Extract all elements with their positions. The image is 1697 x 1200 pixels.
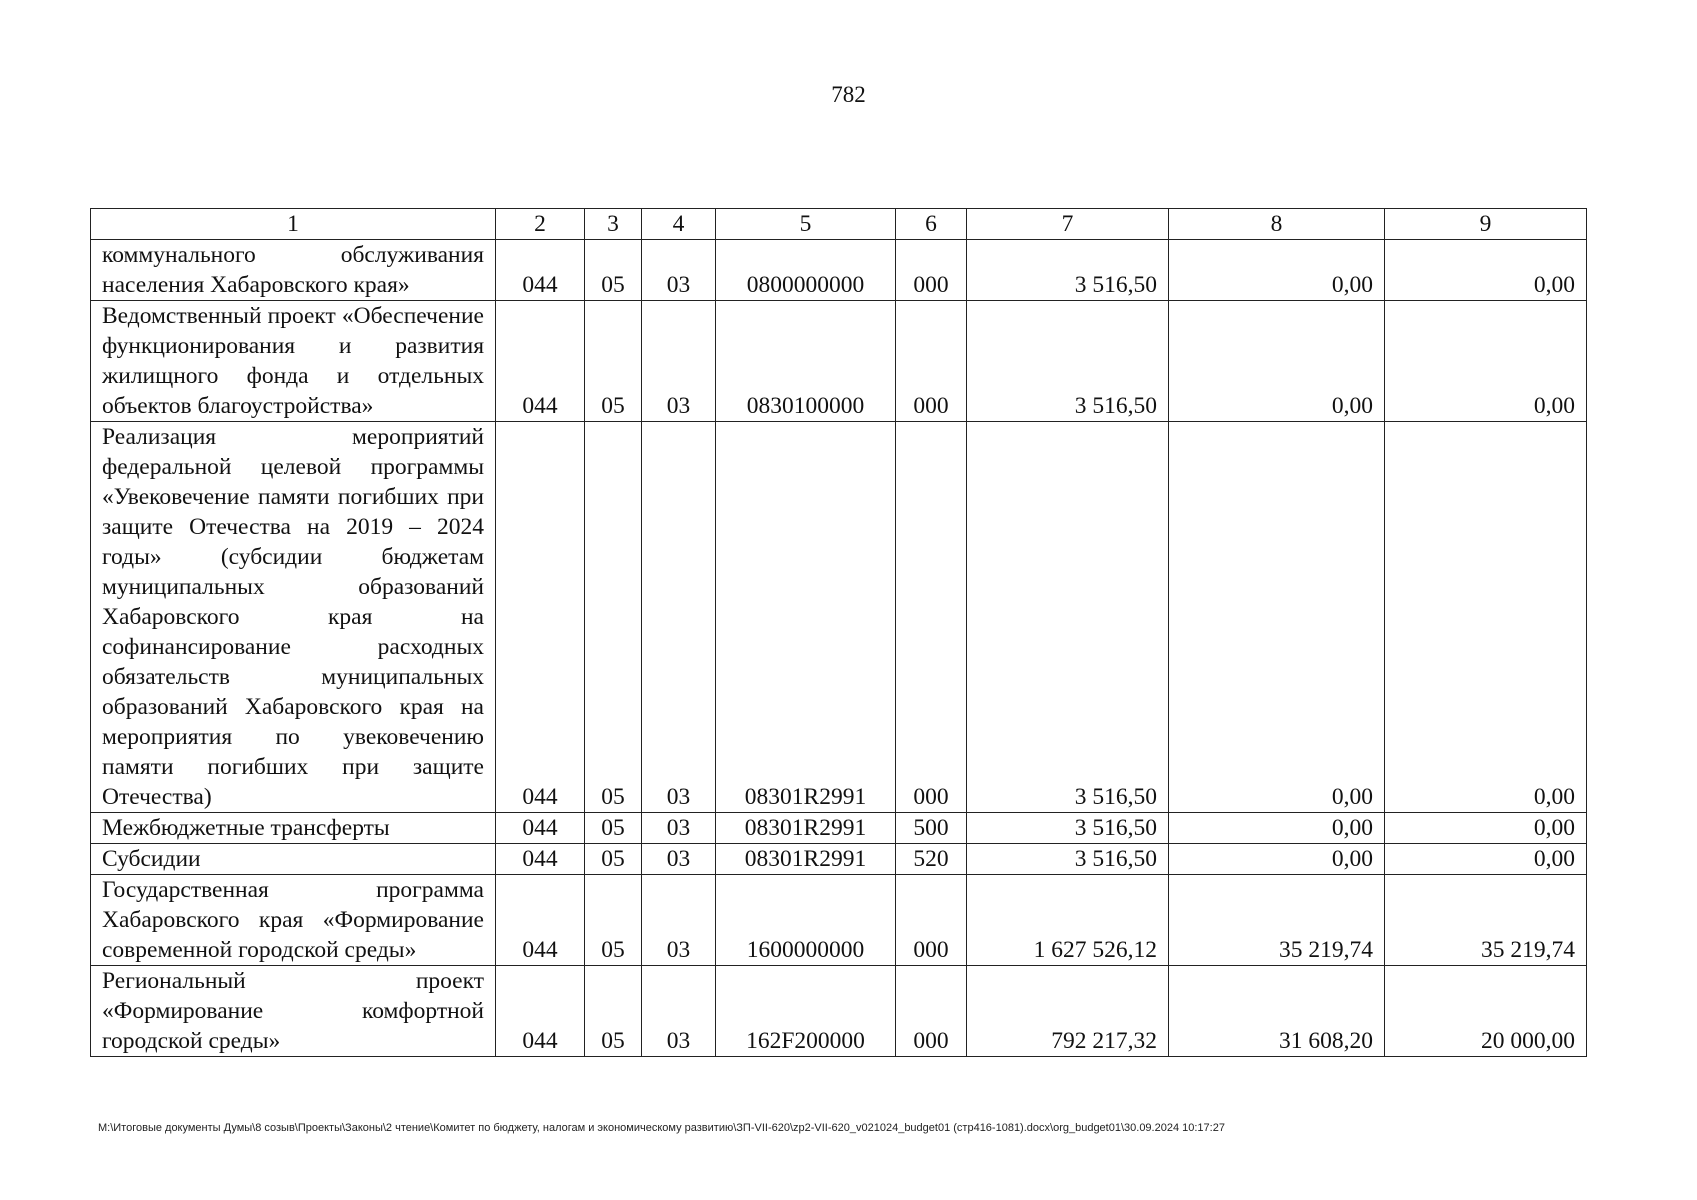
row-subsection: 03 <box>642 844 716 875</box>
row-name: Реализация мероприятий федеральной целевой программы «Увековечение памяти погибших при защите Отечества на 2019 – 2024 годы» (субсидии бюджетам муниципальных образований Хабаровского края на софинансирование расходных обязательств муниципальных образований Хабаровского края на мероприятия по увековечению памяти погибших при защите Отечества) <box>91 422 496 813</box>
row-amount-8: 0,00 <box>1169 301 1385 422</box>
row-amount-8: 35 219,74 <box>1169 875 1385 966</box>
row-section: 05 <box>585 813 642 844</box>
row-subsection: 03 <box>642 875 716 966</box>
row-amount-9: 20 000,00 <box>1385 966 1587 1057</box>
table-row <box>91 966 1587 1057</box>
row-section: 05 <box>585 240 642 301</box>
row-target-article: 0830100000 <box>716 301 896 422</box>
col-header-6: 6 <box>896 209 967 240</box>
row-expense-type: 520 <box>896 844 967 875</box>
row-subsection: 03 <box>642 240 716 301</box>
page-number: 782 <box>831 82 866 107</box>
row-section: 05 <box>585 844 642 875</box>
row-amount-7: 3 516,50 <box>967 422 1169 813</box>
row-subsection: 03 <box>642 966 716 1057</box>
row-target-article: 08301R2991 <box>716 813 896 844</box>
row-amount-8: 0,00 <box>1169 844 1385 875</box>
table-row <box>91 301 1587 422</box>
table-row <box>91 875 1587 966</box>
row-amount-9: 0,00 <box>1385 422 1587 813</box>
row-amount-9: 0,00 <box>1385 301 1587 422</box>
col-header-1: 1 <box>91 209 496 240</box>
row-name: Государственная программа Хабаровского края «Формирование современной городской среды» <box>91 875 496 966</box>
row-amount-8: 0,00 <box>1169 240 1385 301</box>
row-target-article: 08301R2991 <box>716 422 896 813</box>
header-row <box>91 209 1587 240</box>
col-header-3: 3 <box>585 209 642 240</box>
row-subsection: 03 <box>642 301 716 422</box>
row-target-article: 1600000000 <box>716 875 896 966</box>
row-grbs: 044 <box>496 966 585 1057</box>
row-amount-7: 792 217,32 <box>967 966 1169 1057</box>
col-header-9: 9 <box>1385 209 1587 240</box>
row-grbs: 044 <box>496 813 585 844</box>
col-header-2: 2 <box>496 209 585 240</box>
row-name: Межбюджетные трансферты <box>91 813 496 844</box>
row-target-article: 08301R2991 <box>716 844 896 875</box>
row-grbs: 044 <box>496 844 585 875</box>
row-expense-type: 000 <box>896 966 967 1057</box>
col-header-4: 4 <box>642 209 716 240</box>
row-expense-type: 000 <box>896 875 967 966</box>
row-name: Ведомственный проект «Обеспечение функционирования и развития жилищного фонда и отдельных объектов благоустройства» <box>91 301 496 422</box>
table-row <box>91 813 1587 844</box>
row-amount-7: 1 627 526,12 <box>967 875 1169 966</box>
row-subsection: 03 <box>642 422 716 813</box>
col-header-5: 5 <box>716 209 896 240</box>
row-name: коммунального обслуживания населения Хабаровского края» <box>91 240 496 301</box>
row-grbs: 044 <box>496 422 585 813</box>
row-name: Региональный проект «Формирование комфортной городской среды» <box>91 966 496 1057</box>
row-target-article: 0800000000 <box>716 240 896 301</box>
row-expense-type: 500 <box>896 813 967 844</box>
row-amount-8: 0,00 <box>1169 813 1385 844</box>
row-section: 05 <box>585 422 642 813</box>
row-amount-8: 0,00 <box>1169 422 1385 813</box>
row-amount-8: 31 608,20 <box>1169 966 1385 1057</box>
col-header-8: 8 <box>1169 209 1385 240</box>
row-section: 05 <box>585 301 642 422</box>
row-amount-9: 35 219,74 <box>1385 875 1587 966</box>
row-amount-9: 0,00 <box>1385 813 1587 844</box>
row-amount-9: 0,00 <box>1385 240 1587 301</box>
row-amount-7: 3 516,50 <box>967 813 1169 844</box>
row-section: 05 <box>585 875 642 966</box>
row-amount-7: 3 516,50 <box>967 240 1169 301</box>
row-expense-type: 000 <box>896 240 967 301</box>
row-expense-type: 000 <box>896 422 967 813</box>
row-amount-9: 0,00 <box>1385 844 1587 875</box>
row-amount-7: 3 516,50 <box>967 844 1169 875</box>
col-header-7: 7 <box>967 209 1169 240</box>
row-grbs: 044 <box>496 301 585 422</box>
table-row <box>91 844 1587 875</box>
table-row <box>91 240 1587 301</box>
row-grbs: 044 <box>496 240 585 301</box>
row-name: Субсидии <box>91 844 496 875</box>
file-path-footer: M:\Итоговые документы Думы\8 созыв\Проекты\Законы\2 чтение\Комитет по бюджету, налогам и экономическому развитию\ЗП-VII-620\zp2-VII-620_v021024_budget01 (стр416-1081).docx\org_budget01\30.09.2024 10:17:27 <box>98 1122 1225 1134</box>
budget-table <box>90 208 1587 1057</box>
row-amount-7: 3 516,50 <box>967 301 1169 422</box>
table-row <box>91 422 1587 813</box>
row-section: 05 <box>585 966 642 1057</box>
row-subsection: 03 <box>642 813 716 844</box>
row-target-article: 162F200000 <box>716 966 896 1057</box>
row-grbs: 044 <box>496 875 585 966</box>
row-expense-type: 000 <box>896 301 967 422</box>
